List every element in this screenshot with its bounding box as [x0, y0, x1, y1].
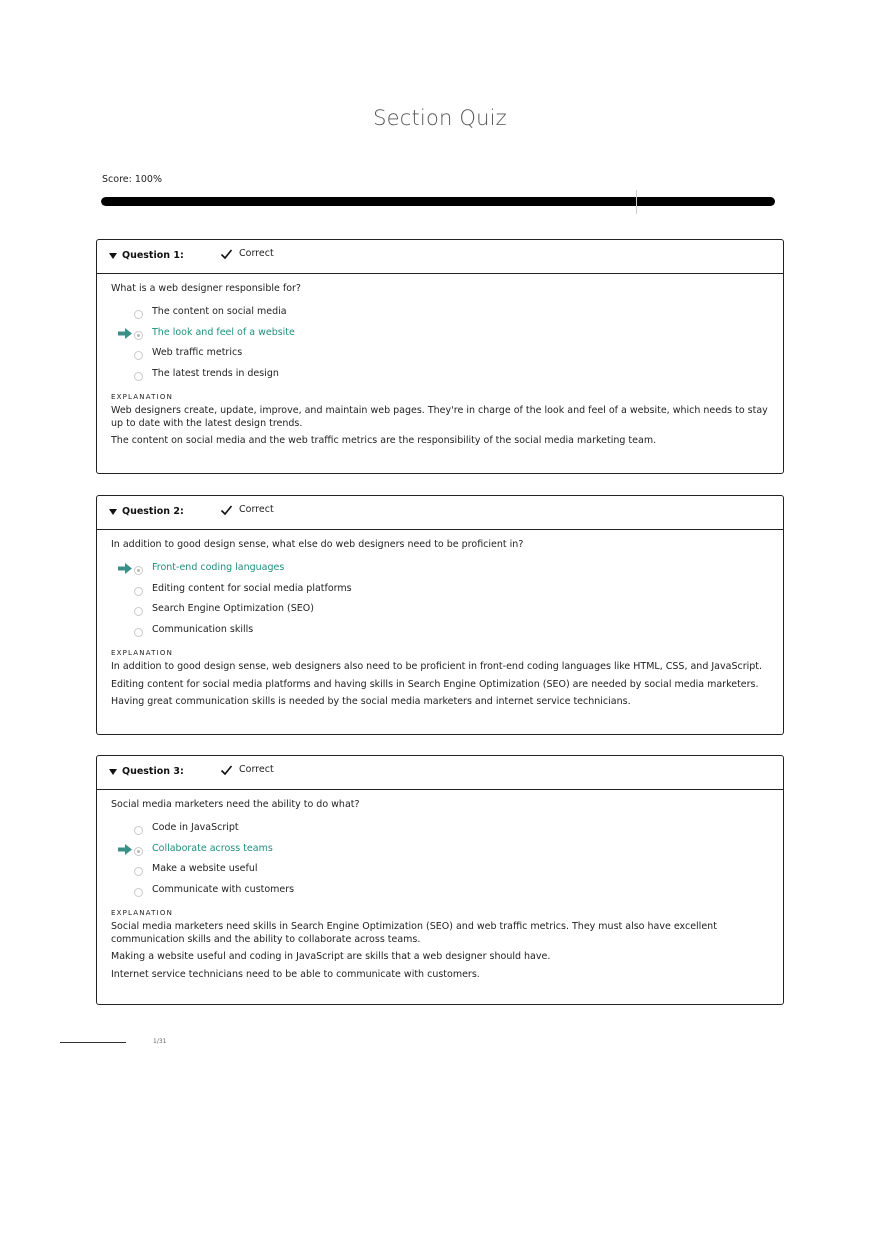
radio-button[interactable] — [134, 372, 143, 381]
explanation-paragraph: Web designers create, update, improve, and maintain web pages. They're in charge of the look and feel of a website, which needs to stay up to date with the latest design trends. — [111, 405, 768, 429]
radio-button-selected[interactable] — [134, 566, 143, 575]
option-label: Editing content for social media platforms — [152, 582, 352, 594]
explanation-heading: EXPLANATION — [111, 649, 174, 657]
checkmark-icon — [220, 764, 233, 776]
question-label: Question 2: — [122, 506, 184, 517]
explanation-paragraph: Internet service technicians need to be able to communicate with customers. — [111, 968, 480, 980]
radio-button[interactable] — [134, 310, 143, 319]
answer-option[interactable] — [111, 863, 769, 884]
radio-button-selected[interactable] — [134, 331, 143, 340]
radio-button-selected[interactable] — [134, 847, 143, 856]
explanation — [111, 921, 769, 981]
question-text: In addition to good design sense, what else do web designers need to be proficient in? — [111, 539, 524, 550]
question-header-1[interactable] — [97, 240, 783, 274]
footer-divider — [60, 1042, 126, 1043]
option-label: Search Engine Optimization (SEO) — [152, 603, 314, 614]
explanation — [111, 405, 769, 448]
radio-button[interactable] — [134, 888, 143, 897]
option-label: Make a website useful — [152, 863, 258, 874]
progress-marker — [636, 190, 637, 214]
answer-option[interactable] — [111, 822, 769, 843]
score-progress-fill — [101, 197, 775, 206]
option-label: Code in JavaScript — [152, 822, 239, 833]
question-text: What is a web designer responsible for? — [111, 283, 301, 294]
answer-option-selected[interactable] — [111, 327, 769, 348]
checkmark-icon — [220, 504, 233, 516]
answer-option-selected[interactable] — [111, 843, 769, 864]
option-label: Web traffic metrics — [152, 347, 243, 358]
explanation-heading: EXPLANATION — [111, 909, 174, 917]
status-text: Correct — [239, 504, 274, 515]
answer-option[interactable] — [111, 368, 769, 389]
status-text: Correct — [239, 764, 274, 775]
radio-button[interactable] — [134, 607, 143, 616]
question-header-2[interactable] — [97, 496, 783, 530]
score-progress-bar — [101, 197, 775, 206]
caret-down-icon[interactable] — [109, 509, 117, 515]
status-text: Correct — [239, 248, 274, 259]
checkmark-icon — [220, 248, 233, 260]
option-label: The look and feel of a website — [152, 326, 295, 338]
answer-option-selected[interactable] — [111, 562, 769, 583]
option-label: Front-end coding languages — [152, 562, 285, 573]
question-card-1 — [96, 239, 784, 474]
explanation-paragraph: In addition to good design sense, web designers also need to be proficient in front-end coding languages like HTML, CSS, and JavaScript. — [111, 661, 763, 672]
page-title: Section Quiz — [373, 106, 507, 130]
explanation-paragraph: Making a website useful and coding in JavaScript are skills that a web designer should have. — [111, 951, 551, 962]
radio-button[interactable] — [134, 587, 143, 596]
caret-down-icon[interactable] — [109, 769, 117, 775]
answer-option[interactable] — [111, 884, 769, 905]
answer-option[interactable] — [111, 603, 769, 624]
page-number: 1/31 — [153, 1038, 167, 1045]
score-label: Score: 100% — [102, 174, 162, 185]
explanation-paragraph: Having great communication skills is needed by the social media marketers and internet service technicians. — [111, 696, 631, 707]
question-label: Question 3: — [122, 766, 184, 777]
radio-button[interactable] — [134, 628, 143, 637]
explanation-paragraph: Social media marketers need skills in Search Engine Optimization (SEO) and web traffic metrics. They must also have excellent communication skills and the ability to collaborate across teams. — [111, 921, 717, 945]
explanation — [111, 661, 769, 709]
answer-option[interactable] — [111, 347, 769, 368]
question-text: Social media marketers need the ability to do what? — [111, 799, 360, 810]
option-label: Communicate with customers — [152, 883, 295, 895]
arrow-right-icon — [118, 844, 132, 855]
question-card-2 — [96, 495, 784, 735]
explanation-heading: EXPLANATION — [111, 393, 174, 401]
arrow-right-icon — [118, 328, 132, 339]
option-label: Collaborate across teams — [152, 842, 273, 854]
answer-option[interactable] — [111, 583, 769, 604]
option-label: The content on social media — [152, 306, 287, 317]
answer-option[interactable] — [111, 624, 769, 645]
radio-button[interactable] — [134, 826, 143, 835]
option-label: The latest trends in design — [152, 367, 279, 379]
question-card-3 — [96, 755, 784, 1005]
explanation-paragraph: The content on social media and the web traffic metrics are the responsibility of the social media marketing team. — [111, 435, 657, 446]
caret-down-icon[interactable] — [109, 253, 117, 259]
radio-button[interactable] — [134, 867, 143, 876]
explanation-paragraph: Editing content for social media platforms and having skills in Search Engine Optimization (SEO) are needed by social media marketers. — [111, 678, 759, 690]
answer-option[interactable] — [111, 306, 769, 327]
option-label: Communication skills — [152, 623, 254, 635]
arrow-right-icon — [118, 563, 132, 574]
question-header-3[interactable] — [97, 756, 783, 790]
radio-button[interactable] — [134, 351, 143, 360]
question-label: Question 1: — [122, 250, 184, 261]
